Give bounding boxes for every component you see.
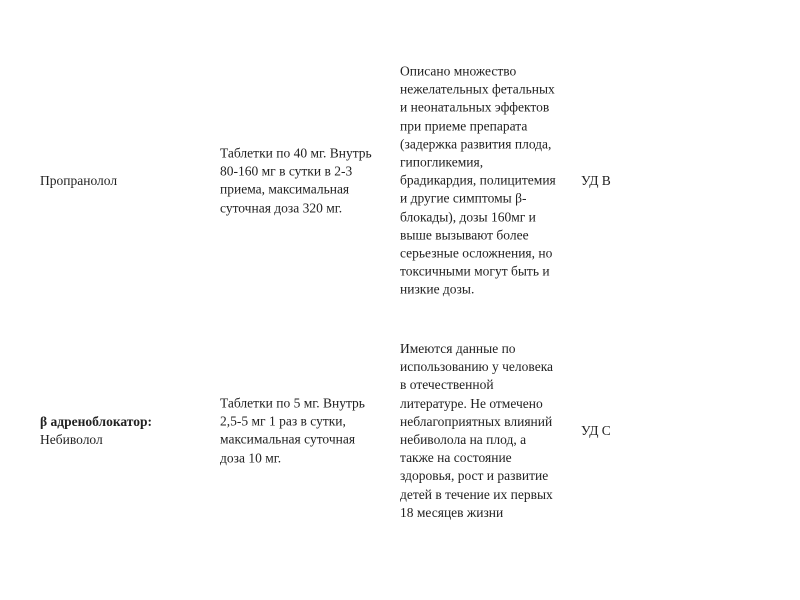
notes-line: серьезные осложнения, но [400, 245, 553, 261]
notes-line: гипогликемия, [400, 154, 484, 170]
dosage-line: максимальная суточная [220, 432, 356, 447]
evidence-level: УД В [581, 172, 611, 188]
drug-name-cell [40, 413, 152, 449]
notes-line: нежелательных фетальных [400, 81, 555, 97]
notes-line: Имеются данные по [400, 340, 516, 356]
notes-line: литературе. Не отмечено [400, 395, 543, 411]
notes-line: брадикардия, полицитемия [400, 172, 556, 188]
notes-cell [400, 340, 553, 522]
drug-name: Пропранолол [40, 172, 118, 188]
notes-line: детей в течение их первых [400, 486, 553, 502]
notes-line: низкие дозы. [400, 282, 475, 298]
notes-line: и другие симптомы β- [400, 191, 527, 207]
notes-line: 18 месяцев жизни [400, 504, 504, 520]
notes-line: использованию у человека [400, 359, 554, 375]
notes-line: выше вызывают более [400, 227, 529, 243]
notes-line: и неонатальных эффектов [400, 100, 550, 116]
drug-name-cell [40, 172, 117, 190]
dosage-line: 2,5-5 мг 1 раз в сутки, [220, 413, 346, 429]
dosage-line: 80-160 мг в сутки в 2-3 [220, 163, 353, 179]
dosage-line: доза 10 мг. [220, 450, 282, 466]
notes-line: также на состояние [400, 450, 512, 466]
dosage-line: приема, максимальная [220, 182, 350, 197]
notes-line: в отечественной [400, 377, 494, 393]
dosage-line: Таблетки по 40 мг. Внутрь [220, 145, 372, 161]
notes-line: при приеме препарата [400, 118, 528, 134]
dosage-cell [220, 395, 365, 468]
dosage-line: Таблетки по 5 мг. Внутрь [220, 395, 365, 411]
dosage-line: суточная доза 320 мг. [220, 200, 343, 216]
notes-line: блокады), дозы 160мг и [400, 209, 536, 225]
notes-line: небиволола на плод, а [400, 432, 527, 447]
notes-line: здоровья, рост и развитие [400, 468, 549, 484]
notes-cell [400, 63, 556, 300]
notes-line: токсичными могут быть и [400, 263, 550, 279]
evidence-level: УД С [581, 422, 611, 438]
notes-line: Описано множество [400, 63, 517, 79]
drug-name: Небиволол [40, 432, 103, 447]
dosage-cell [220, 145, 372, 218]
notes-line: (задержка развития плода, [400, 136, 552, 152]
drug-group: β адреноблокатор: [40, 413, 153, 429]
notes-line: неблагоприятных влияний [400, 413, 553, 429]
